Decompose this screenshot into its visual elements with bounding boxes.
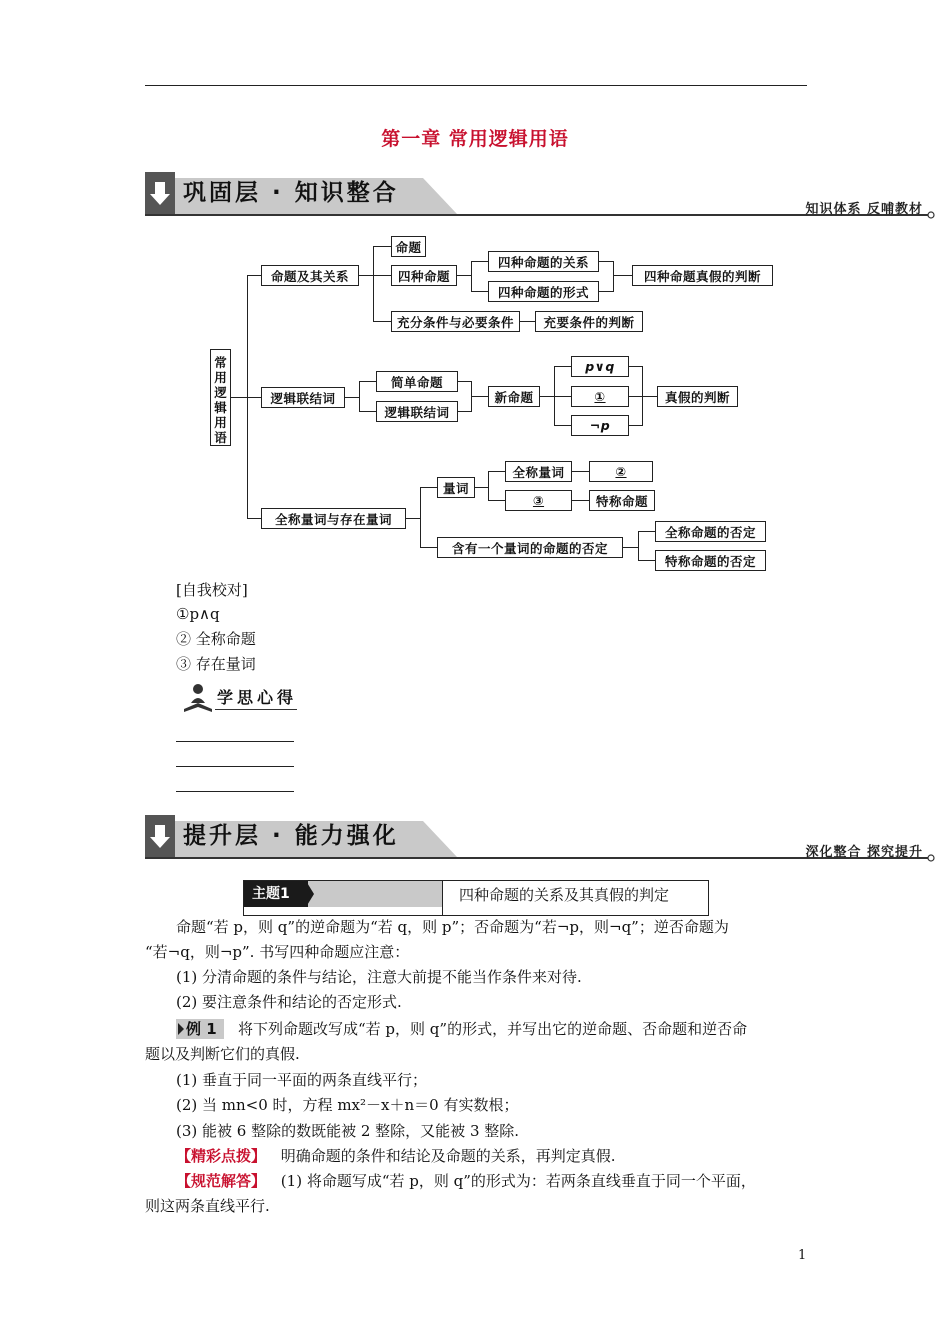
example-line1: 将下列命题改写成“若 p，则 q”的形式，并写出它的逆命题、否命题和逆否命: [238, 1020, 748, 1038]
reflection-underline: [215, 709, 297, 710]
node-quantifiers: 全称量词与存在量词: [261, 508, 406, 529]
node-connective-word: 逻辑联结词: [376, 401, 458, 422]
node-p-or-q: p∨q: [571, 356, 629, 377]
node-blank-3: [505, 490, 572, 511]
body-para1-line1: 命题“若 p，则 q”的逆命题为“若 q，则 p”；否命题为“若¬p，则¬q”；逆否命题为: [176, 918, 729, 936]
reflection-blank-line: [176, 741, 294, 742]
section-banner-improve: [145, 815, 935, 865]
node-quantifier: 量词: [437, 477, 475, 498]
blank-1-label: ①: [594, 389, 606, 404]
hint-label: 【精彩点拨】: [176, 1147, 267, 1165]
self-check-item-1: ①p∧q: [176, 605, 220, 623]
node-new-prop: 新命题: [488, 386, 540, 407]
node-four-truth: 四种命题真假的判断: [632, 265, 773, 286]
topic-bar: [243, 880, 709, 916]
blank-3-label: ③: [532, 493, 545, 508]
example-label: 例 1: [186, 1020, 217, 1038]
reflection-blank-line: [176, 766, 294, 767]
topic-arrow-icon: [306, 881, 316, 907]
section-title: 巩固层 · 知识整合: [183, 180, 399, 206]
section-subtitle: 知识体系 反哺教材: [805, 202, 923, 217]
node-four-relation: 四种命题的关系: [488, 251, 599, 272]
node-connectives: 逻辑联结词: [261, 387, 345, 408]
node-universal-q: 全称量词: [505, 461, 572, 482]
chapter-title: 第一章 常用逻辑用语: [381, 128, 569, 150]
example-item-3: (3) 能被 6 整除的数既能被 2 整除，又能被 3 整除.: [176, 1122, 520, 1140]
section-title: 提升层 · 能力强化: [183, 823, 399, 849]
answer-text: (1) 将命题写成“若 p，则 q”的形式为：若两条直线垂直于同一个平面，: [280, 1172, 756, 1190]
node-neg-universal: 全称命题的否定: [655, 521, 766, 542]
example-item-2: (2) 当 mn<0 时，方程 mx²－x＋n＝0 有实数根；: [176, 1096, 519, 1114]
self-check-item-2: ② 全称命题: [176, 630, 256, 648]
body-para2: (1) 分清命题的条件与结论，注意大前提不能当作条件来对待.: [176, 968, 582, 986]
example-arrow-icon: [178, 1019, 186, 1039]
section-banner-consolidate: [145, 172, 935, 222]
node-blank-1: [571, 386, 629, 407]
example-line2: 题以及判断它们的真假.: [145, 1045, 300, 1063]
reflection-blank-line: [176, 791, 294, 792]
node-existential-prop: 特称命题: [589, 490, 655, 511]
answer-line1: [176, 1170, 756, 1192]
node-not-p: ¬p: [571, 415, 629, 436]
reflection-header: [181, 683, 301, 713]
hint-line: [176, 1145, 616, 1167]
reflection-label: 学思心得: [217, 688, 298, 707]
node-blank-2: [589, 461, 653, 482]
node-simple-prop: 简单命题: [376, 371, 458, 392]
hint-text: 明确命题的条件和结论及命题的关系，再判定真假.: [280, 1147, 616, 1165]
self-check-heading: [自我校对]: [176, 581, 248, 599]
page-number: 1: [798, 1248, 807, 1263]
topic-tag: 主题1: [244, 881, 308, 907]
example-tag: [176, 1019, 224, 1041]
blank-2-label: ②: [615, 464, 627, 479]
node-four-props: 四种命题: [391, 265, 457, 286]
reader-icon: [181, 683, 215, 713]
node-negation-one-q: 含有一个量词的命题的否定: [437, 537, 623, 558]
answer-line2: 则这两条直线平行.: [145, 1197, 270, 1215]
node-suff-nec-judge: 充要条件的判断: [535, 311, 643, 332]
node-suff-nec: 充分条件与必要条件: [391, 311, 520, 332]
header-rule: [145, 85, 807, 86]
section-subtitle: 深化整合 探究提升: [805, 845, 923, 860]
node-prop: 命题: [391, 236, 426, 257]
node-truth-judge: 真假的判断: [657, 386, 738, 407]
answer-label: 【规范解答】: [176, 1172, 267, 1190]
node-four-form: 四种命题的形式: [488, 281, 599, 302]
body-para1-line2: “若¬q，则¬p”. 书写四种命题应注意：: [145, 943, 410, 961]
node-prop-relation: 命题及其关系: [261, 265, 359, 286]
body-para3: (2) 要注意条件和结论的否定形式.: [176, 993, 402, 1011]
node-neg-existential: 特称命题的否定: [655, 550, 766, 571]
topic-title: 四种命题的关系及其真假的判定: [459, 886, 670, 904]
node-root: 常用逻辑用语: [210, 349, 231, 446]
self-check-item-3: ③ 存在量词: [176, 655, 256, 673]
example-item-1: (1) 垂直于同一平面的两条直线平行；: [176, 1071, 428, 1089]
